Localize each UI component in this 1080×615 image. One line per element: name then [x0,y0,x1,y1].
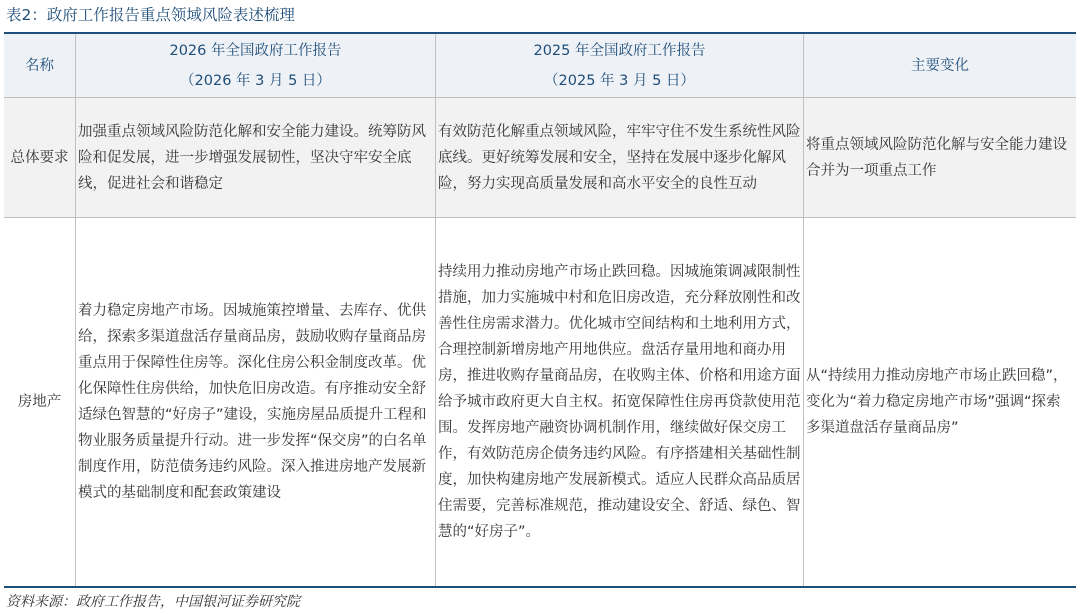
row-general-change: 将重点领域风险防范化解与安全能力建设合并为一项重点工作 [804,98,1076,218]
header-2026-date: （2026 年 3 月 5 日） [180,72,331,89]
table-caption: 表2：政府工作报告重点领域风险表述梳理 [6,6,295,24]
header-change [804,34,1076,98]
header-name [4,34,76,98]
row-general-name: 总体要求 [4,98,76,218]
header-name-label: 名称 [25,57,54,74]
row-realestate-name: 房地产 [4,218,76,586]
header-2025-date: （2025 年 3 月 5 日） [544,72,695,89]
comparison-table [4,32,1076,588]
header-2025-title: 2025 年全国政府工作报告 [533,42,706,59]
row-realestate-change: 从“持续用力推动房地产市场止跌回稳”，变化为“着力稳定房地产市场”强调“探索多渠道盘活存量商品房” [806,368,1068,436]
row-general-2026: 加强重点领域风险防范化解和安全能力建设。统筹防风险和促发展，进一步增强发展韧性，坚决守牢安全底线，促进社会和谐稳定 [76,98,436,218]
source-note: 资料来源：政府工作报告，中国银河证券研究院 [6,594,300,610]
header-change-label: 主要变化 [911,57,969,74]
row-realestate-2026: 着力稳定房地产市场。因城施策控增量、去库存、优供给，探索多渠道盘活存量商品房，鼓励收购存量商品房重点用于保障性住房等。深化住房公积金制度改革。优化保障性住房供给，加快危旧房改造。有序推动安全舒适绿色智慧的“好房子”建设，实施房屋品质提升工程和物业服务质量提升行动。进一步发挥“保交房”的白名单制度作用，防范债务违约风险。深入推进房地产发展新模式的基础制度和配套政策建设 [76,218,436,586]
header-2025 [436,34,804,98]
row-general-2025: 有效防范化解重点领域风险，牢牢守住不发生系统性风险底线。更好统筹发展和安全，坚持在发展中逐步化解风险，努力实现高质量发展和高水平安全的良性互动 [436,98,804,218]
row-realestate-2025: 持续用力推动房地产市场止跌回稳。因城施策调减限制性措施，加力实施城中村和危旧房改造，充分释放刚性和改善性住房需求潜力。优化城市空间结构和土地利用方式，合理控制新增房地产用地供应。盘活存量用地和商办用房，推进收购存量商品房，在收购主体、价格和用途方面给予城市政府更大自主权。拓宽保障性住房再贷款使用范围。发挥房地产融资协调机制作用，继续做好保交房工作，有效防范房企债务违约风险。有序搭建相关基础性制度，加快构建房地产发展新模式。适应人民群众高品质居住需要，完善标准规范，推动建设安全、舒适、绿色、智慧的“好房子”。 [436,218,804,586]
header-2026 [76,34,436,98]
header-2026-title: 2026 年全国政府工作报告 [169,42,342,59]
